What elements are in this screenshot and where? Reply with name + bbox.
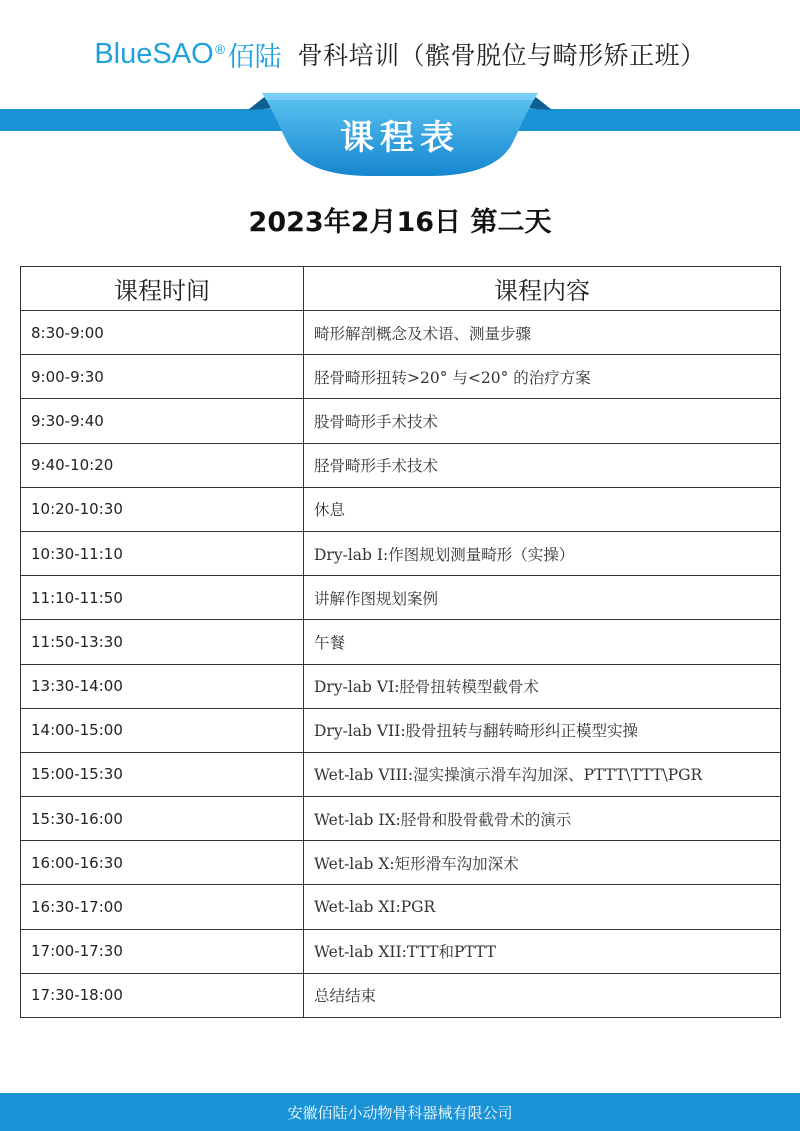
session-time: 9:00-9:30 bbox=[21, 355, 304, 399]
session-content: 胫骨畸形手术技术 bbox=[304, 443, 781, 487]
session-time: 13:30-14:00 bbox=[21, 664, 304, 708]
session-time: 9:30-9:40 bbox=[21, 399, 304, 443]
table-row bbox=[21, 752, 781, 796]
session-time: 10:20-10:30 bbox=[21, 487, 304, 531]
session-time: 10:30-11:10 bbox=[21, 531, 304, 575]
table-row bbox=[21, 531, 781, 575]
session-time: 8:30-9:00 bbox=[21, 311, 304, 355]
session-time: 17:00-17:30 bbox=[21, 929, 304, 973]
table-row bbox=[21, 487, 781, 531]
session-content: Wet-lab XI:PGR bbox=[304, 885, 781, 929]
brand-logo-cn: 佰陆 bbox=[227, 41, 282, 73]
table-row bbox=[21, 355, 781, 399]
table-row bbox=[21, 708, 781, 752]
session-time: 9:40-10:20 bbox=[21, 443, 304, 487]
page-footer bbox=[0, 1093, 800, 1131]
session-time: 15:00-15:30 bbox=[21, 752, 304, 796]
session-content: Wet-lab X:矩形滑车沟加深术 bbox=[304, 841, 781, 885]
session-content: 午餐 bbox=[304, 620, 781, 664]
banner-title: 课程表 bbox=[340, 118, 460, 158]
table-row bbox=[21, 443, 781, 487]
session-content: 胫骨畸形扭转>20° 与<20° 的治疗方案 bbox=[304, 355, 781, 399]
session-content: Dry-lab VI:胫骨扭转模型截骨术 bbox=[304, 664, 781, 708]
session-content: Dry-lab VII:股骨扭转与翻转畸形纠正模型实操 bbox=[304, 708, 781, 752]
schedule-body bbox=[21, 311, 781, 1018]
session-time: 11:50-13:30 bbox=[21, 620, 304, 664]
session-content: Dry-lab I:作图规划测量畸形（实操） bbox=[304, 531, 781, 575]
session-content: 休息 bbox=[304, 487, 781, 531]
company-name: 安徽佰陆小动物骨科器械有限公司 bbox=[287, 1103, 513, 1122]
date-heading: 2023年2月16日 第二天 bbox=[248, 207, 552, 238]
session-content: Wet-lab IX:胫骨和股骨截骨术的演示 bbox=[304, 797, 781, 841]
session-time: 16:30-17:00 bbox=[21, 885, 304, 929]
page-header bbox=[0, 26, 800, 82]
course-title: 骨科培训（髌骨脱位与畸形矫正班） bbox=[297, 41, 706, 70]
registered-mark: ® bbox=[213, 42, 227, 58]
session-content: 总结结束 bbox=[304, 973, 781, 1017]
column-header-content: 课程内容 bbox=[304, 267, 781, 311]
session-time: 16:00-16:30 bbox=[21, 841, 304, 885]
session-content: 股骨畸形手术技术 bbox=[304, 399, 781, 443]
table-row bbox=[21, 841, 781, 885]
table-row bbox=[21, 797, 781, 841]
table-row bbox=[21, 664, 781, 708]
schedule-table bbox=[20, 266, 781, 1018]
session-content: Wet-lab VIII:湿实操演示滑车沟加深、PTTT\TTT\PGR bbox=[304, 752, 781, 796]
session-time: 17:30-18:00 bbox=[21, 973, 304, 1017]
session-content: 畸形解剖概念及术语、测量步骤 bbox=[304, 311, 781, 355]
table-row bbox=[21, 399, 781, 443]
column-header-time: 课程时间 bbox=[21, 267, 304, 311]
table-row bbox=[21, 576, 781, 620]
table-row bbox=[21, 929, 781, 973]
session-time: 15:30-16:00 bbox=[21, 797, 304, 841]
table-row bbox=[21, 885, 781, 929]
table-row bbox=[21, 973, 781, 1017]
table-row bbox=[21, 620, 781, 664]
session-time: 11:10-11:50 bbox=[21, 576, 304, 620]
table-row bbox=[21, 311, 781, 355]
session-time: 14:00-15:00 bbox=[21, 708, 304, 752]
table-header-row bbox=[21, 267, 781, 311]
brand-logo-text: BlueSAO bbox=[94, 37, 214, 70]
session-content: 讲解作图规划案例 bbox=[304, 576, 781, 620]
session-content: Wet-lab XII:TTT和PTTT bbox=[304, 929, 781, 973]
